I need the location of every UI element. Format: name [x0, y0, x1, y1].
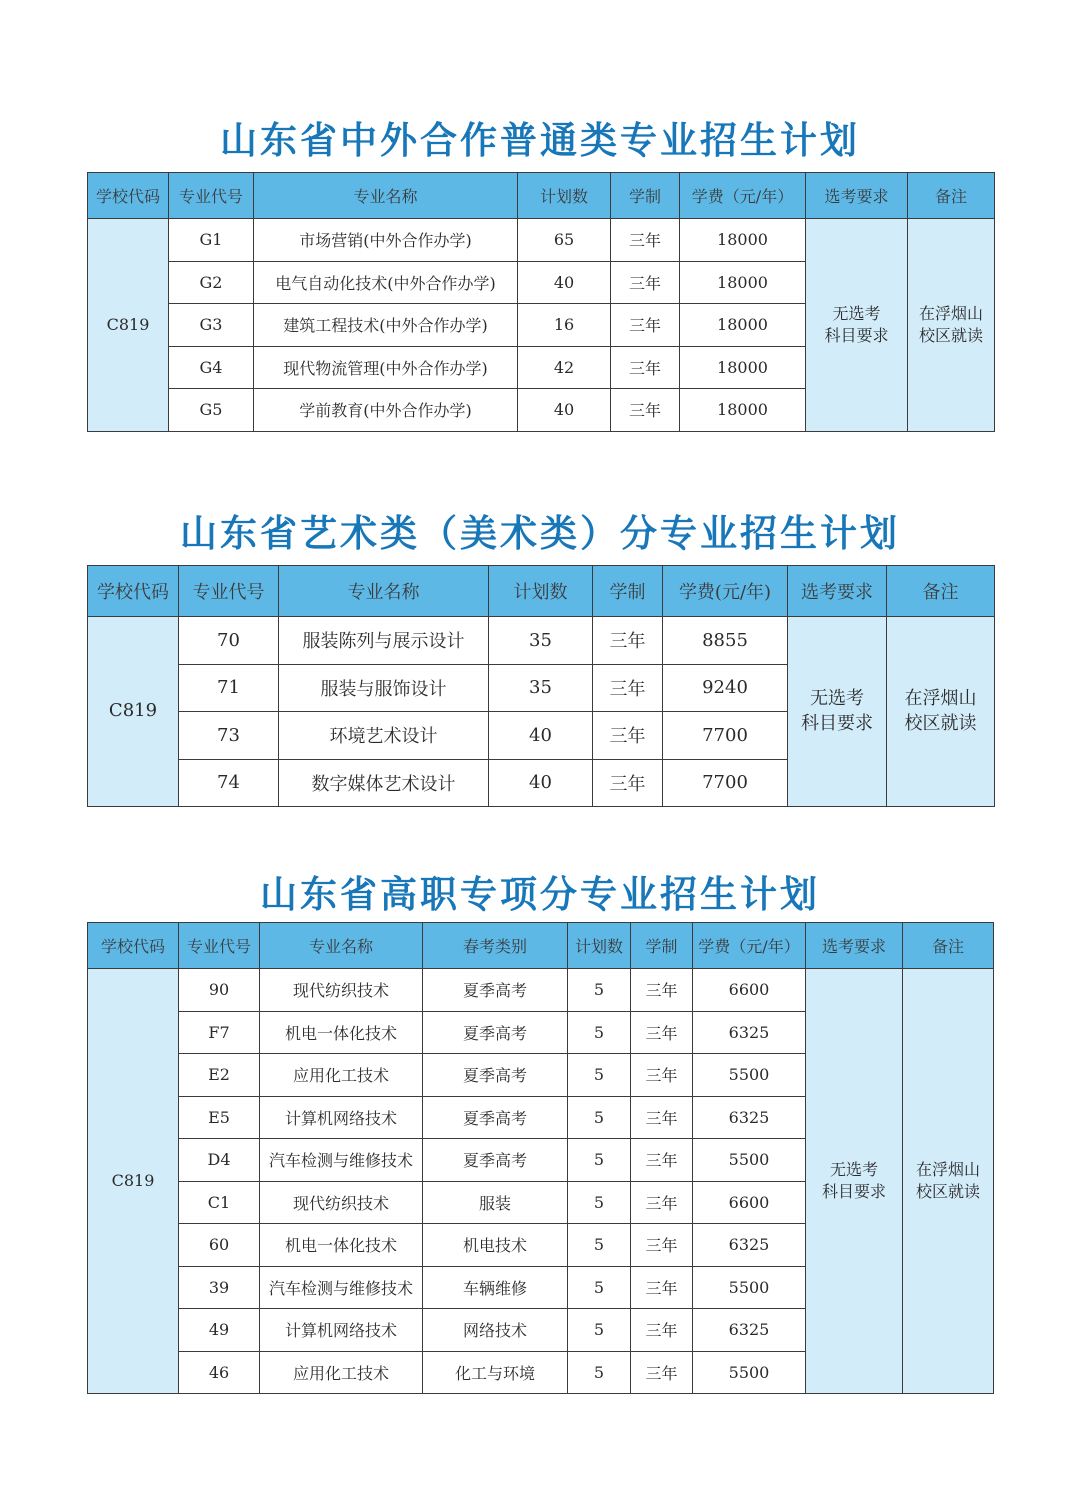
- plan-count-cell: 5: [568, 1351, 631, 1394]
- header-tuition: 学费（元/年）: [680, 173, 806, 219]
- exam-category-cell: 夏季高考: [423, 1139, 568, 1182]
- requirement-line: 科目要求: [801, 712, 873, 734]
- header-major-code: 专业代号: [179, 923, 260, 969]
- major-code-cell: G1: [169, 219, 254, 262]
- table-header-row: [88, 173, 995, 219]
- duration-cell: 三年: [631, 1351, 693, 1394]
- header-requirement: 选考要求: [806, 173, 908, 219]
- exam-category-cell: 夏季高考: [423, 969, 568, 1012]
- plan-count-cell: 5: [568, 1309, 631, 1352]
- duration-cell: 三年: [593, 712, 663, 760]
- plan-count-cell: 5: [568, 1224, 631, 1267]
- exam-category-cell: 夏季高考: [423, 1011, 568, 1054]
- plan-count-cell: 5: [568, 1181, 631, 1224]
- plan-count-cell: 5: [568, 1266, 631, 1309]
- header-note: 备注: [887, 566, 995, 617]
- header-requirement: 选考要求: [806, 923, 903, 969]
- major-name-cell: 计算机网络技术: [260, 1096, 423, 1139]
- header-tuition: 学费（元/年）: [693, 923, 806, 969]
- tuition-cell: 6325: [693, 1224, 806, 1267]
- major-code-cell: 49: [179, 1309, 260, 1352]
- exam-category-cell: 车辆维修: [423, 1266, 568, 1309]
- section-title-cooperation: 山东省中外合作普通类专业招生计划: [220, 119, 860, 162]
- table-cooperation-plan: [87, 172, 995, 432]
- header-major-name: 专业名称: [254, 173, 518, 219]
- header-major-code: 专业代号: [169, 173, 254, 219]
- plan-count-cell: 35: [489, 664, 593, 712]
- tuition-cell: 5500: [693, 1351, 806, 1394]
- table-row: [88, 617, 995, 665]
- school-code-cell: C819: [88, 219, 169, 432]
- header-tuition: 学费(元/年): [663, 566, 788, 617]
- major-code-cell: G3: [169, 304, 254, 347]
- tuition-cell: 6325: [693, 1011, 806, 1054]
- exam-category-cell: 夏季高考: [423, 1054, 568, 1097]
- header-school-code: 学校代码: [88, 923, 179, 969]
- header-duration: 学制: [593, 566, 663, 617]
- header-plan-count: 计划数: [489, 566, 593, 617]
- major-name-cell: 计算机网络技术: [260, 1309, 423, 1352]
- plan-count-cell: 35: [489, 617, 593, 665]
- note-cell: [908, 219, 995, 432]
- requirement-line: 无选考: [829, 1160, 878, 1180]
- header-note: 备注: [908, 173, 995, 219]
- major-code-cell: E2: [179, 1054, 260, 1097]
- major-name-cell: 环境艺术设计: [279, 712, 489, 760]
- requirement-line: 无选考: [810, 688, 864, 710]
- requirement-line: 科目要求: [821, 1182, 886, 1201]
- header-plan-count: 计划数: [518, 173, 611, 219]
- requirement-line: 科目要求: [824, 325, 889, 345]
- school-code-cell: C819: [88, 969, 179, 1394]
- plan-count-cell: 16: [518, 304, 611, 347]
- major-name-cell: 数字媒体艺术设计: [279, 759, 489, 807]
- header-duration: 学制: [611, 173, 680, 219]
- duration-cell: 三年: [631, 1309, 693, 1352]
- duration-cell: 三年: [593, 759, 663, 807]
- table-row: [88, 969, 994, 1012]
- major-name-cell: 电气自动化技术(中外合作办学): [254, 261, 518, 304]
- plan-count-cell: 5: [568, 969, 631, 1012]
- section-title-vocational: 山东省高职专项分专业招生计划: [260, 873, 820, 916]
- major-name-cell: 建筑工程技术(中外合作办学): [254, 304, 518, 347]
- tuition-cell: 18000: [680, 261, 806, 304]
- duration-cell: 三年: [631, 1224, 693, 1267]
- note-line: 校区就读: [915, 1182, 980, 1201]
- table-art-plan: [87, 565, 995, 807]
- plan-count-cell: 42: [518, 346, 611, 389]
- duration-cell: 三年: [631, 1011, 693, 1054]
- major-name-cell: 现代物流管理(中外合作办学): [254, 346, 518, 389]
- major-name-cell: 市场营销(中外合作办学): [254, 219, 518, 262]
- requirement-cell: [788, 617, 887, 807]
- exam-category-cell: 机电技术: [423, 1224, 568, 1267]
- major-name-cell: 学前教育(中外合作办学): [254, 389, 518, 432]
- note-line: 在浮烟山: [918, 304, 983, 324]
- major-code-cell: G2: [169, 261, 254, 304]
- exam-category-cell: 网络技术: [423, 1309, 568, 1352]
- table-vocational-plan: [87, 922, 994, 1394]
- tuition-cell: 18000: [680, 304, 806, 347]
- tuition-cell: 6325: [693, 1096, 806, 1139]
- note-line: 校区就读: [904, 712, 977, 734]
- major-name-cell: 现代纺织技术: [260, 1181, 423, 1224]
- major-name-cell: 应用化工技术: [260, 1351, 423, 1394]
- major-code-cell: F7: [179, 1011, 260, 1054]
- tuition-cell: 18000: [680, 219, 806, 262]
- requirement-cell: [806, 219, 908, 432]
- tuition-cell: 6325: [693, 1309, 806, 1352]
- note-cell: [903, 969, 994, 1394]
- duration-cell: 三年: [611, 346, 680, 389]
- duration-cell: 三年: [593, 664, 663, 712]
- duration-cell: 三年: [631, 1181, 693, 1224]
- tuition-cell: 6600: [693, 969, 806, 1012]
- duration-cell: 三年: [631, 1266, 693, 1309]
- major-code-cell: 39: [179, 1266, 260, 1309]
- school-code-cell: C819: [88, 617, 179, 807]
- header-major-name: 专业名称: [260, 923, 423, 969]
- requirement-cell: [806, 969, 903, 1394]
- tuition-cell: 18000: [680, 346, 806, 389]
- header-note: 备注: [903, 923, 994, 969]
- header-major-name: 专业名称: [279, 566, 489, 617]
- duration-cell: 三年: [611, 389, 680, 432]
- note-line: 在浮烟山: [904, 688, 977, 710]
- plan-count-cell: 40: [518, 389, 611, 432]
- exam-category-cell: 化工与环境: [423, 1351, 568, 1394]
- duration-cell: 三年: [631, 1139, 693, 1182]
- header-plan-count: 计划数: [568, 923, 631, 969]
- major-code-cell: 74: [179, 759, 279, 807]
- duration-cell: 三年: [631, 969, 693, 1012]
- plan-count-cell: 65: [518, 219, 611, 262]
- major-name-cell: 机电一体化技术: [260, 1011, 423, 1054]
- major-name-cell: 汽车检测与维修技术: [260, 1266, 423, 1309]
- header-exam-category: 春考类别: [423, 923, 568, 969]
- major-code-cell: 90: [179, 969, 260, 1012]
- major-code-cell: 71: [179, 664, 279, 712]
- requirement-line: 无选考: [832, 304, 881, 324]
- exam-category-cell: 夏季高考: [423, 1096, 568, 1139]
- major-name-cell: 机电一体化技术: [260, 1224, 423, 1267]
- plan-count-cell: 5: [568, 1096, 631, 1139]
- major-code-cell: 60: [179, 1224, 260, 1267]
- major-code-cell: 70: [179, 617, 279, 665]
- tuition-cell: 5500: [693, 1266, 806, 1309]
- duration-cell: 三年: [593, 617, 663, 665]
- tuition-cell: 5500: [693, 1139, 806, 1182]
- plan-count-cell: 40: [489, 759, 593, 807]
- table-header-row: [88, 566, 995, 617]
- duration-cell: 三年: [631, 1096, 693, 1139]
- major-code-cell: G4: [169, 346, 254, 389]
- duration-cell: 三年: [611, 261, 680, 304]
- major-code-cell: E5: [179, 1096, 260, 1139]
- exam-category-cell: 服装: [423, 1181, 568, 1224]
- tuition-cell: 7700: [663, 712, 788, 760]
- tuition-cell: 8855: [663, 617, 788, 665]
- major-name-cell: 服装与服饰设计: [279, 664, 489, 712]
- tuition-cell: 6600: [693, 1181, 806, 1224]
- tuition-cell: 7700: [663, 759, 788, 807]
- major-code-cell: C1: [179, 1181, 260, 1224]
- plan-count-cell: 5: [568, 1011, 631, 1054]
- header-duration: 学制: [631, 923, 693, 969]
- note-cell: [887, 617, 995, 807]
- major-code-cell: 46: [179, 1351, 260, 1394]
- duration-cell: 三年: [611, 219, 680, 262]
- duration-cell: 三年: [631, 1054, 693, 1097]
- plan-count-cell: 40: [518, 261, 611, 304]
- duration-cell: 三年: [611, 304, 680, 347]
- major-name-cell: 服装陈列与展示设计: [279, 617, 489, 665]
- plan-count-cell: 5: [568, 1139, 631, 1182]
- note-line: 在浮烟山: [915, 1160, 980, 1180]
- major-code-cell: D4: [179, 1139, 260, 1182]
- header-school-code: 学校代码: [88, 173, 169, 219]
- tuition-cell: 9240: [663, 664, 788, 712]
- table-header-row: [88, 923, 994, 969]
- note-line: 校区就读: [918, 325, 983, 345]
- header-school-code: 学校代码: [88, 566, 179, 617]
- major-code-cell: 73: [179, 712, 279, 760]
- major-name-cell: 应用化工技术: [260, 1054, 423, 1097]
- tuition-cell: 18000: [680, 389, 806, 432]
- header-major-code: 专业代号: [179, 566, 279, 617]
- plan-count-cell: 5: [568, 1054, 631, 1097]
- major-name-cell: 现代纺织技术: [260, 969, 423, 1012]
- tuition-cell: 5500: [693, 1054, 806, 1097]
- table-row: [88, 219, 995, 262]
- major-code-cell: G5: [169, 389, 254, 432]
- plan-count-cell: 40: [489, 712, 593, 760]
- section-title-art: 山东省艺术类（美术类）分专业招生计划: [180, 512, 900, 555]
- header-requirement: 选考要求: [788, 566, 887, 617]
- major-name-cell: 汽车检测与维修技术: [260, 1139, 423, 1182]
